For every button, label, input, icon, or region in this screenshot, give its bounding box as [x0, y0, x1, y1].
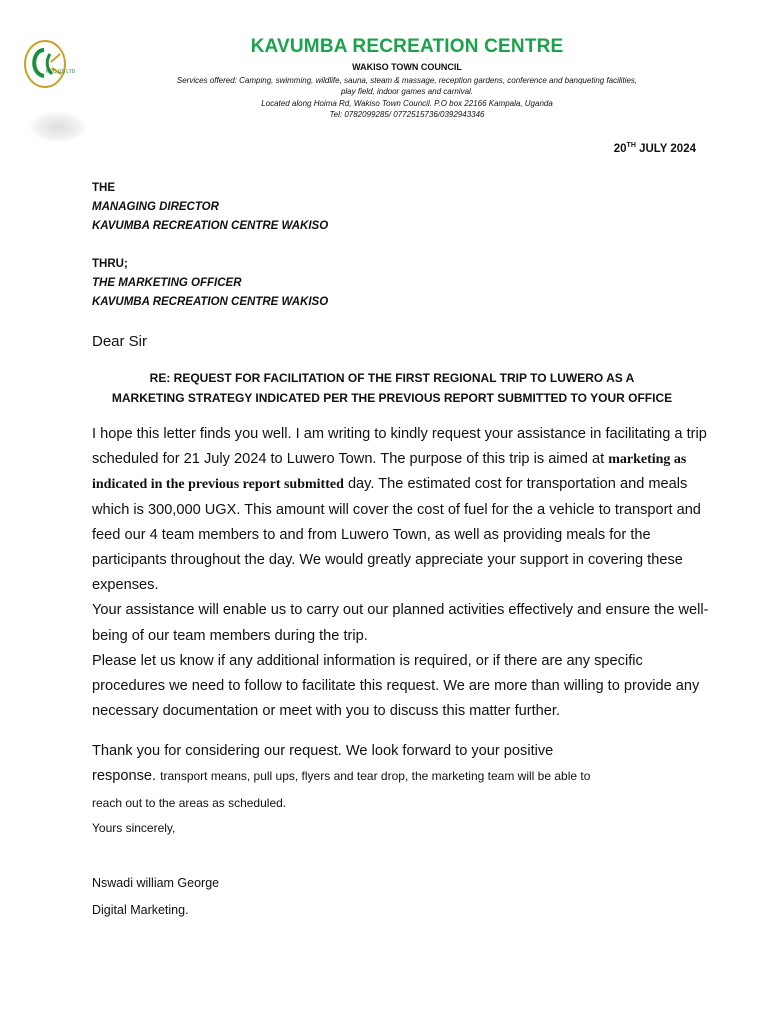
body-p1-bold: marketing as indicated in the previous report submitted: [92, 452, 687, 493]
thru-title: THE MARKETING OFFICER: [92, 277, 242, 289]
council-name: WAKISO TOWN COUNCIL: [352, 62, 462, 72]
closing-line-2-end: transport means, pull ups, flyers and tear drop, the marketing team will be able to: [160, 769, 591, 783]
body-paragraph-2: Your assistance will enable us to carry out our planned activities effectively and ensure the well-being of our team members during the trip.: [92, 602, 709, 644]
subject-line-1: RE: REQUEST FOR FACILITATION OF THE FIRST REGIONAL TRIP TO LUWERO AS A: [149, 371, 635, 385]
signature-name: Nswadi william George: [92, 876, 220, 890]
yours-sincerely: Yours sincerely,: [92, 821, 176, 835]
body-p1-end: day. The estimated cost for transportation and meals which is 300,000 UGX. This amount will cover the cost of fuel for the a vehicle to transport and feed our 4 team members to and from Luwero Town, as well as providing meals for the participants throughout the day. We would greatly appreciate your support in covering these expenses.: [92, 476, 701, 594]
recipient-block: [92, 179, 328, 236]
organization-name: KAVUMBA RECREATION CENTRE: [250, 36, 564, 57]
services-offered: [100, 75, 714, 97]
closing-block: [92, 739, 712, 841]
thru-label: THRU;: [92, 258, 128, 270]
body-paragraph-3: Please let us know if any additional information is required, or if there are any specific procedures we need to follow to facilitate this request. We are more than willing to provide any necessary documentation or meet with you to discuss this matter further.: [92, 652, 700, 720]
closing-line-1: Thank you for considering our request. We look forward to your positive: [92, 743, 554, 759]
telephone-line: Tel: 0782099285/ 0772515736/0392943346: [329, 110, 485, 119]
closing-line-3: reach out to the areas as scheduled.: [92, 796, 287, 810]
body-paragraph-1: [92, 422, 712, 598]
recipient-title: MANAGING DIRECTOR: [92, 201, 219, 213]
company-logo: [24, 40, 76, 88]
subject-line: [80, 368, 704, 408]
date-rest: JULY 2024: [635, 142, 696, 155]
date-day: 20: [613, 142, 627, 155]
signature-role: Digital Marketing.: [92, 903, 189, 917]
recipient-the: THE: [92, 182, 115, 194]
services-line-1: Services offered: Camping, swimming, wildlife, sauna, steam & massage, reception gardens, conference and banqueting facilities,: [176, 76, 638, 85]
services-line-2: play field, indoor games and carnival.: [340, 87, 474, 96]
location-line: Located along Hoima Rd, Wakiso Town Council. P.O box 22166 Kampala, Uganda: [261, 99, 553, 108]
thru-org: KAVUMBA RECREATION CENTRE WAKISO: [92, 296, 329, 308]
body-p1-start: I hope this letter finds you well. I am writing to kindly request your assistance in facilitating a trip scheduled for 21 July 2024 to Luwero Town. The purpose of this trip is aimed at: [92, 426, 707, 468]
closing-line-2-start: response.: [92, 768, 161, 784]
letter-body: [92, 422, 712, 724]
scan-smudge: [30, 112, 86, 142]
salutation: Dear Sir: [92, 333, 148, 350]
letter-date: [614, 142, 696, 155]
recipient-org: KAVUMBA RECREATION CENTRE WAKISO: [92, 220, 329, 232]
closing-line-2: [92, 764, 712, 789]
subject-line-2: MARKETING STRATEGY INDICATED PER THE PREVIOUS REPORT SUBMITTED TO YOUR OFFICE: [111, 391, 673, 405]
logo-text: KRC (U) LTD: [46, 69, 76, 75]
date-suffix: TH: [626, 142, 636, 149]
thru-block: [92, 255, 328, 312]
